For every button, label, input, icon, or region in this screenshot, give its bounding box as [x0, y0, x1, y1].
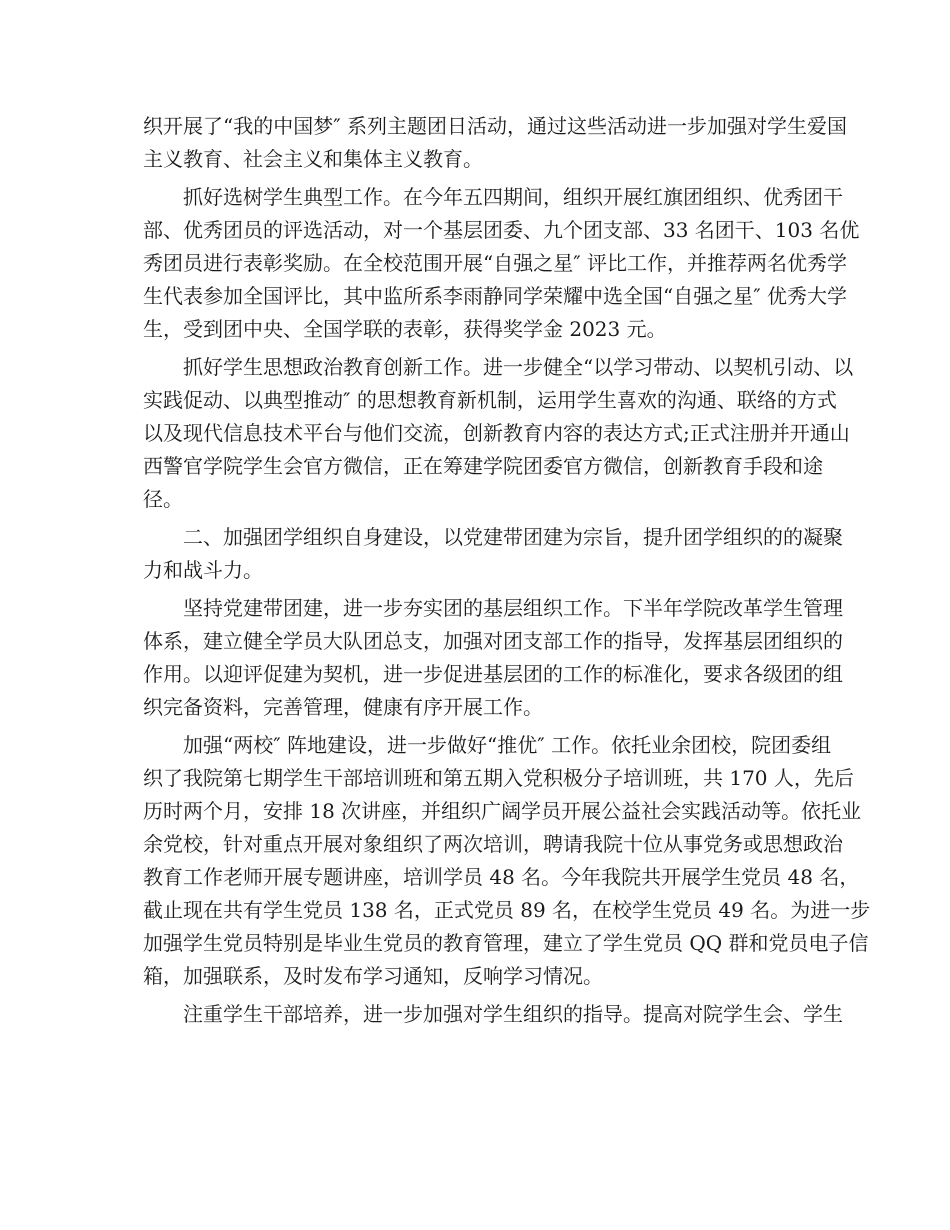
text-line: 织完备资料，完善管理，健康有序开展工作。: [143, 695, 543, 719]
text-line: 西警官学院学生会官方微信，正在筹建学院团委官方微信，创新教育手段和途: [143, 454, 823, 478]
text-line: 历时两个月，安排 18 次讲座，并组织广阔学员开展公益社会实践活动等。依托业: [143, 799, 862, 823]
text-line: 截止现在共有学生党员 138 名，正式党员 89 名，在校学生党员 49 名。为进一步: [143, 898, 871, 922]
text-line: 教育工作老师开展专题讲座，培训学员 48 名。今年我院共开展学生党员 48 名，: [143, 865, 860, 889]
paragraph-start-line: 注重学生干部培养，进一步加强对学生组织的指导。提高对院学生会、学生: [183, 1002, 843, 1026]
text-line: 加强学生党员特别是毕业生党员的教育管理，建立了学生党员 QQ 群和党员电子信: [143, 931, 869, 955]
text-line: 作用。以迎评促建为契机，进一步促进基层团的工作的标准化，要求各级团的组: [143, 662, 843, 686]
text-line: 织开展了“我的中国梦″ 系列主题团日活动，通过这些活动进一步加强对学生爱国: [143, 114, 848, 138]
section-heading-line: 力和战斗力。: [143, 558, 263, 582]
text-line: 秀团员进行表彰奖励。在全校范围开展“自强之星″ 评比工作，并推荐两名优秀学: [143, 251, 848, 275]
paragraph-start-line: 抓好选树学生典型工作。在今年五四期间，组织开展红旗团组织、优秀团干: [183, 185, 843, 209]
text-line: 部、优秀团员的评选活动，对一个基层团委、九个团支部、33 名团干、103 名优: [143, 218, 860, 242]
text-line: 箱，加强联系，及时发布学习通知，反响学习情况。: [143, 964, 603, 988]
text-line: 实践促动、以典型推动″ 的思想教育新机制，运用学生喜欢的沟通、联络的方式: [143, 388, 837, 412]
text-line: 织了我院第七期学生干部培训班和第五期入党积极分子培训班，共 170 人，先后: [143, 766, 854, 790]
paragraph-start-line: 加强“两校″ 阵地建设，进一步做好“推优″ 工作。依托业余团校，院团委组: [183, 733, 832, 757]
text-line: 主义教育、社会主义和集体主义教育。: [143, 147, 483, 171]
paragraph-start-line: 抓好学生思想政治教育创新工作。进一步健全“以学习带动、以契机引动、以: [183, 355, 854, 379]
paragraph-start-line: 坚持党建带团建，进一步夯实团的基层组织工作。下半年学院改革学生管理: [183, 596, 843, 620]
text-line: 体系，建立健全学员大队团总支，加强对团支部工作的指导，发挥基层团组织的: [143, 629, 843, 653]
text-line: 余党校，针对重点开展对象组织了两次培训，聘请我院十位从事党务或思想政治: [143, 832, 843, 856]
document-page: [143, 110, 871, 1031]
text-line: 径。: [143, 487, 183, 511]
text-line: 生，受到团中央、全国学联的表彰，获得奖学金 2023 元。: [143, 317, 667, 341]
text-line: 生代表参加全国评比，其中监所系李雨静同学荣耀中选全国“自强之星″ 优秀大学: [143, 284, 848, 308]
text-line: 以及现代信息技术平台与他们交流，创新教育内容的表达方式;正式注册并开通山: [143, 421, 850, 445]
section-heading-line: 二、加强团学组织自身建设，以党建带团建为宗旨，提升团学组织的的凝聚: [183, 525, 843, 549]
